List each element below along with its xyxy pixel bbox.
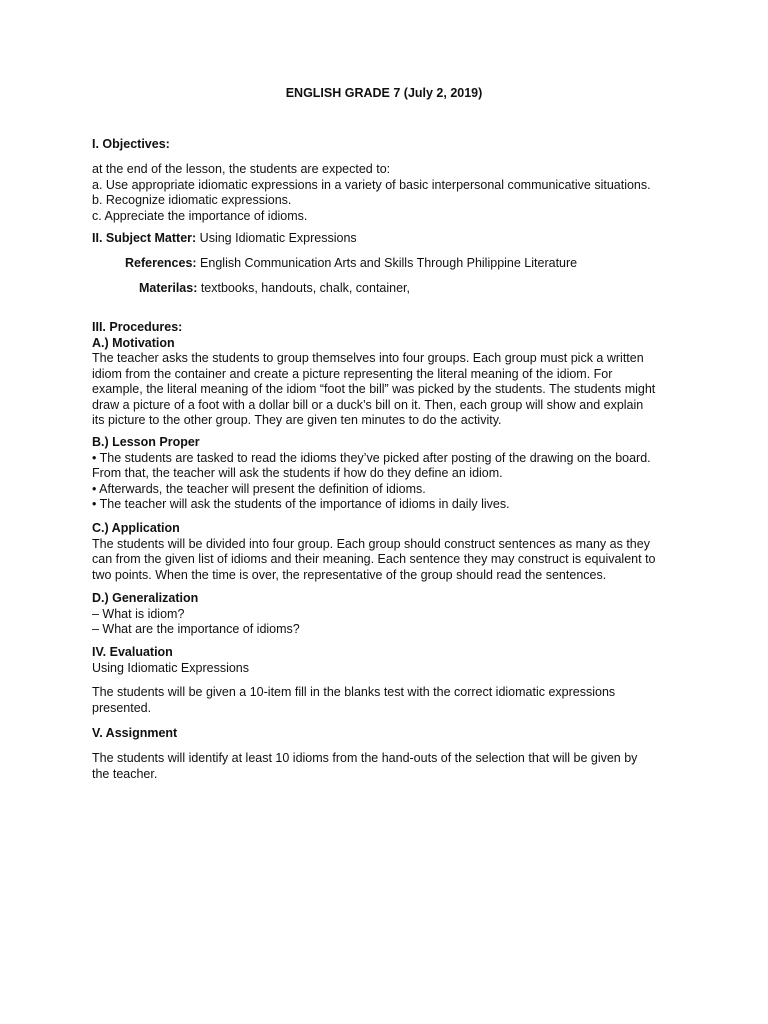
application-line: can from the given list of idioms and their meaning. Each sentence they may construct is equivalent to xyxy=(92,552,656,566)
motivation-line: draw a picture of a foot with a dollar bill or a duck’s bill on it. Then, each group will show and explain xyxy=(92,397,644,412)
application-heading: C.) Application xyxy=(92,521,180,535)
application-section xyxy=(92,521,692,583)
assignment-heading: V. Assignment xyxy=(92,726,178,740)
materials-label: Materilas: xyxy=(139,281,198,295)
motivation-line: idiom from the container and create a picture representing the literal meaning of the idiom. For xyxy=(92,366,613,381)
references-value: English Communication Arts and Skills Through Philippine Literature xyxy=(196,256,578,270)
procedures-heading: III. Procedures: xyxy=(92,320,183,334)
evaluation-line: The students will be given a 10-item fill in the blanks test with the correct idiomatic expressions xyxy=(92,685,616,699)
objectives-heading: I. Objectives: xyxy=(92,137,170,151)
evaluation-heading: IV. Evaluation xyxy=(92,645,173,659)
lesson-proper-line: • The teacher will ask the students of the importance of idioms in daily lives. xyxy=(92,497,510,511)
procedures-section xyxy=(92,320,692,429)
evaluation-body xyxy=(92,685,692,716)
materials-value: textbooks, handouts, chalk, container, xyxy=(197,281,410,295)
application-line: The students will be divided into four group. Each group should construct sentences as many as they xyxy=(92,536,650,551)
assignment-body xyxy=(92,751,692,782)
evaluation-line: presented. xyxy=(92,700,152,715)
generalization-question: – What is idiom? xyxy=(92,606,185,621)
objective-item-c: c. Appreciate the importance of idioms. xyxy=(92,208,308,223)
evaluation-section xyxy=(92,645,692,676)
objectives-section xyxy=(92,137,692,153)
objective-item-b: b. Recognize idiomatic expressions. xyxy=(92,193,292,207)
motivation-line: The teacher asks the students to group themselves into four groups. Each group must pick a written xyxy=(92,351,644,365)
subject-matter-value: Using Idiomatic Expressions xyxy=(196,231,357,245)
references-label: References: xyxy=(125,256,197,270)
assignment-line: the teacher. xyxy=(92,766,158,781)
generalization-heading: D.) Generalization xyxy=(92,591,199,605)
lesson-proper-section xyxy=(92,435,692,513)
lesson-proper-line: • The students are tasked to read the idioms they’ve picked after posting of the drawing on the board. xyxy=(92,450,651,465)
document-title: ENGLISH GRADE 7 (July 2, 2019) xyxy=(285,86,483,100)
evaluation-subtitle: Using Idiomatic Expressions xyxy=(92,660,250,675)
application-line: two points. When the time is over, the representative of the group should read the sentences. xyxy=(92,567,607,582)
subject-matter-label: II. Subject Matter: xyxy=(92,231,197,245)
generalization-question: – What are the importance of idioms? xyxy=(92,622,300,636)
objectives-intro: at the end of the lesson, the students are expected to: xyxy=(92,162,391,176)
motivation-heading: A.) Motivation xyxy=(92,335,175,350)
lesson-proper-line: From that, the teacher will ask the students if how do they define an idiom. xyxy=(92,466,503,480)
references-line xyxy=(125,256,725,272)
objectives-list xyxy=(92,162,692,224)
objective-item-a: a. Use appropriate idiomatic expressions in a variety of basic interpersonal communicative situations. xyxy=(92,177,651,192)
motivation-line: its picture to the other group. They are given ten minutes to do the activity. xyxy=(92,413,502,427)
generalization-section xyxy=(92,591,692,638)
motivation-line: example, the literal meaning of the idiom “foot the bill” was picked by the students. The students might xyxy=(92,382,656,396)
assignment-line: The students will identify at least 10 idioms from the hand-outs of the selection that will be given by xyxy=(92,751,638,765)
assignment-section xyxy=(92,726,692,742)
materials-line xyxy=(139,281,739,297)
subject-matter-line xyxy=(92,231,692,247)
lesson-proper-line: • Afterwards, the teacher will present the definition of idioms. xyxy=(92,481,426,496)
lesson-proper-heading: B.) Lesson Proper xyxy=(92,435,200,449)
